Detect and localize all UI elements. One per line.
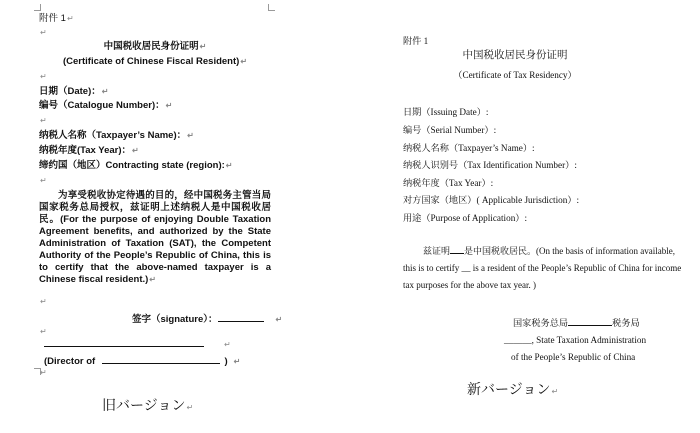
old-version-caption: 旧バージョン↵ xyxy=(102,399,194,414)
new-version-caption: 新バージョン↵ xyxy=(467,383,559,398)
new-bureau-en-line2: of the People’s Republic of China xyxy=(511,352,636,362)
old-title-en: (Certificate of Chinese Fiscal Resident)↵ xyxy=(62,56,248,67)
old-director-line: (Director of ) ↵ xyxy=(44,353,240,368)
old-field-contracting-state: 缔约国（地区）Contracting state (region):↵ xyxy=(39,160,233,171)
new-field-issuing-date: 日期（Issuing Date）: xyxy=(403,107,489,117)
new-field-serial-number: 编号（Serial Number）: xyxy=(403,125,497,135)
old-blank-line: ↵ xyxy=(40,368,47,377)
old-blank-line: ↵ xyxy=(40,327,47,336)
old-version-document xyxy=(0,0,300,433)
old-attachment: 附件 1↵ xyxy=(39,13,74,24)
old-certification-paragraph: 为享受税收协定待遇的目的，经中国税务主管当局国家税务总局授权，兹证明上述纳税人是中国税收居民。(For the purpose of enjoying Double Taxation Agreement benefits, and authorized by the State Administration of Taxation (SAT), the Competent Authority of the People’s Republic of China, this is to certify that the above-named taxpayer is a Chinese fiscal resident.)↵ xyxy=(39,190,271,285)
new-field-tax-year: 纳税年度（Tax Year）: xyxy=(403,178,494,188)
old-director-underline: ↵ xyxy=(44,336,231,351)
new-field-taxpayer-name: 纳税人名称（Taxpayer’s Name）: xyxy=(403,143,535,153)
old-blank-line: ↵ xyxy=(40,176,47,185)
new-title-en: （Certificate of Tax Residency） xyxy=(453,70,577,80)
new-field-tax-id: 纳税人识别号（Tax Identification Number）: xyxy=(403,160,577,170)
old-field-date: 日期（Date)：↵ xyxy=(39,86,109,97)
new-title-cn: 中国税收居民身份证明 xyxy=(462,50,568,61)
old-field-catalogue-number: 编号（Catalogue Number)：↵ xyxy=(39,100,173,111)
old-field-tax-year: 纳税年度(Tax Year)：↵ xyxy=(39,145,139,156)
new-field-jurisdiction: 对方国家（地区）( Applicable Jurisdiction）: xyxy=(403,195,580,205)
new-field-purpose: 用途（Purpose of Application）: xyxy=(403,213,528,223)
old-title-cn: 中国税收居民身份证明↵ xyxy=(103,41,207,52)
new-bureau-cn: 国家税务总局 税务局 xyxy=(513,318,640,328)
old-blank-line: ↵ xyxy=(40,297,47,306)
new-certification-paragraph: 兹证明 是中国税收居民。(On the basis of information available, this is to certify __ is a resident of the People’s Republic of China for income tax purposes for the above tax year. ) xyxy=(403,246,682,290)
old-blank-line: ↵ xyxy=(40,28,47,37)
old-field-taxpayer-name: 纳税人名称（Taxpayer’s Name)：↵ xyxy=(39,130,194,141)
old-signature-line: 签字（signature）： ↵ xyxy=(132,311,282,326)
new-attachment: 附件 1 xyxy=(403,36,429,46)
new-bureau-en-line1: ______, State Taxation Administration xyxy=(504,335,647,345)
old-blank-line: ↵ xyxy=(40,116,47,125)
new-version-document xyxy=(395,0,700,433)
old-blank-line: ↵ xyxy=(40,72,47,81)
